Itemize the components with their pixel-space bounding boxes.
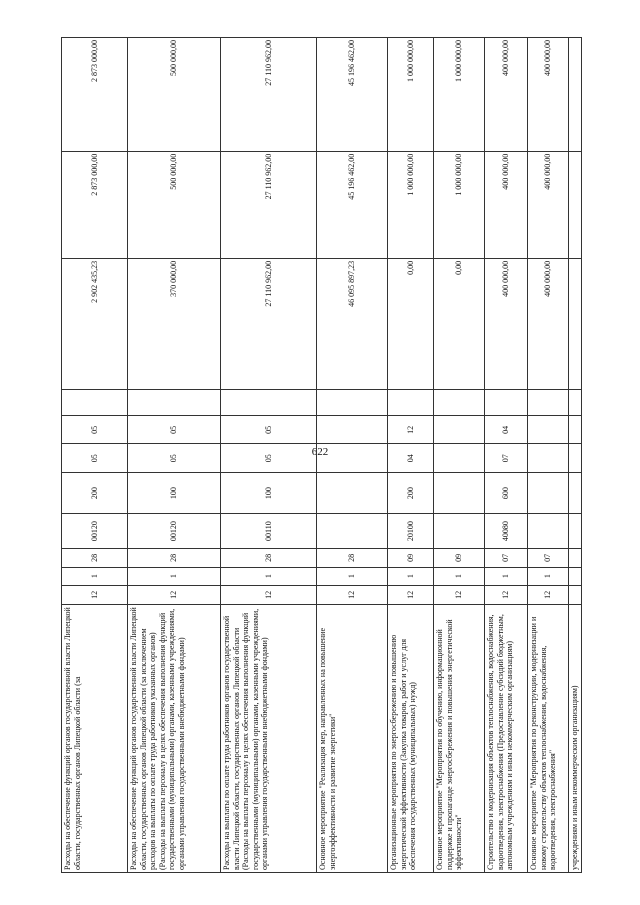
row-code-3: 07 [485,549,528,567]
row-amount-1: 370 000,00 [128,258,221,389]
row-amount-1: 0,00 [388,258,434,389]
row-amount-3: 1 000 000,00 [434,38,485,152]
row-amount-2: 45 196 462,00 [317,151,388,258]
row-code-3: 28 [128,549,221,567]
row-code-8 [569,389,582,416]
row-amount-3 [569,38,582,152]
row-code-1 [569,585,582,604]
row-code-4 [528,513,569,548]
row-description: Основное мероприятие "Мероприятия по реконструкции, модернизации и новому строительству объектов теплоснабжения, водоснабжения, водоотведения, электроснабжения" [528,605,569,873]
row-code-1: 12 [528,585,569,604]
row-amount-2: 27 110 962,00 [221,151,317,258]
row-code-1: 12 [62,585,128,604]
row-description: Основное мероприятие "Мероприятия по обучению, информационной поддержке и пропаганде энергосбережения и повышения энергетической эффективности" [434,605,485,873]
row-code-1: 12 [221,585,317,604]
page-number: 622 [311,446,329,458]
row-code-7 [569,416,582,444]
row-code-2: 1 [434,567,485,585]
row-code-6: 04 [388,444,434,473]
row-code-6 [317,444,388,473]
row-code-5: 200 [62,473,128,514]
row-code-6 [569,444,582,473]
row-code-6: 05 [62,444,128,473]
row-code-3: 09 [434,549,485,567]
row-amount-3: 500 000,00 [128,38,221,152]
row-code-7 [528,416,569,444]
row-description: Основное мероприятие "Реализация мер, направленных на повышение энергоэффективности и развитие энергетики" [317,605,388,873]
row-code-2: 1 [388,567,434,585]
table-row [128,38,221,873]
budget-table [61,37,582,873]
row-code-2: 1 [528,567,569,585]
row-code-5: 600 [485,473,528,514]
row-code-3: 28 [221,549,317,567]
table-row [569,38,582,873]
row-amount-1: 46 095 897,23 [317,258,388,389]
row-code-3: 28 [317,549,388,567]
row-code-7 [317,416,388,444]
row-description: учреждениям и иным некоммерческим организациям) [569,605,582,873]
row-code-5 [317,473,388,514]
row-amount-3: 45 196 462,00 [317,38,388,152]
row-code-7: 05 [221,416,317,444]
row-code-5 [434,473,485,514]
row-code-4: 00120 [62,513,128,548]
row-description: Расходы на обеспечение функций органов государственной власти Липецкой области, государственных органов Липецкой области (за исключением расходов на выплаты по оплате труда работников указанных органов) (Расходы на выплаты персоналу в целях обеспечения выполнения функций государственными (муниципальными) органами, казенными учреждениями, органами управления государственными внебюджетными фондами) [128,605,221,873]
row-amount-3: 2 873 000,00 [62,38,128,152]
row-amount-1: 400 000,00 [528,258,569,389]
row-description: Строительство и модернизация объектов теплоснабжения, водоснабжения, водоотведения, электроснабжения (Предоставление субсидий бюджетным, автономным учреждениям и иным некоммерческим организациям) [485,605,528,873]
row-code-4 [434,513,485,548]
row-amount-2: 2 873 000,00 [62,151,128,258]
row-code-4: 00110 [221,513,317,548]
row-amount-2: 500 000,00 [128,151,221,258]
row-amount-3: 400 000,00 [485,38,528,152]
row-code-8 [62,389,128,416]
row-amount-2: 1 000 000,00 [434,151,485,258]
table-row [388,38,434,873]
row-code-4 [317,513,388,548]
row-description: Организационные мероприятия по энергосбережению и повышению энергетической эффективности (Закупка товаров, работ и услуг для обеспечения государственных (муниципальных) нужд) [388,605,434,873]
row-code-6: 05 [221,444,317,473]
row-amount-1: 0,00 [434,258,485,389]
row-code-7: 05 [128,416,221,444]
row-code-8 [221,389,317,416]
row-code-5 [528,473,569,514]
row-code-4: 40080 [485,513,528,548]
row-description: Расходы на выплаты по оплате труда работников органов государственной власти Липецкой области, государственных органов Липецкой области (Расходы на выплаты персоналу в целях обеспечения выполнения функций государственными (муниципальными) органами, казенными учреждениями, органами управления государственными внебюджетными фондами) [221,605,317,873]
row-code-2: 1 [128,567,221,585]
row-code-7 [434,416,485,444]
row-code-5: 100 [128,473,221,514]
row-code-2: 1 [317,567,388,585]
row-code-5 [569,473,582,514]
table-row [62,38,128,873]
row-amount-1: 27 110 962,00 [221,258,317,389]
row-code-7: 04 [485,416,528,444]
row-amount-1: 400 000,00 [485,258,528,389]
row-code-5: 200 [388,473,434,514]
row-code-1: 12 [485,585,528,604]
row-code-1: 12 [128,585,221,604]
row-amount-2 [569,151,582,258]
row-code-8 [485,389,528,416]
table-row [221,38,317,873]
row-code-8 [388,389,434,416]
row-code-1: 12 [434,585,485,604]
row-code-3: 09 [388,549,434,567]
table-row [434,38,485,873]
table-row [485,38,528,873]
table-row [528,38,569,873]
row-amount-3: 400 000,00 [528,38,569,152]
row-code-6 [528,444,569,473]
row-amount-2: 400 000,00 [485,151,528,258]
row-code-7: 12 [388,416,434,444]
row-code-2 [569,567,582,585]
rotated-table-wrapper [61,37,579,873]
row-code-2: 1 [62,567,128,585]
row-amount-2: 1 000 000,00 [388,151,434,258]
row-code-2: 1 [221,567,317,585]
row-amount-3: 1 000 000,00 [388,38,434,152]
row-code-3: 28 [62,549,128,567]
row-description: Расходы на обеспечение функций органов государственной власти Липецкой области, государственных органов Липецкой области (за [62,605,128,873]
row-amount-1: 2 902 435,23 [62,258,128,389]
row-code-1: 12 [388,585,434,604]
row-code-6 [434,444,485,473]
row-code-8 [128,389,221,416]
row-code-8 [528,389,569,416]
row-code-1: 12 [317,585,388,604]
row-amount-3: 27 110 962,00 [221,38,317,152]
budget-table-area [61,37,579,873]
row-code-7: 05 [62,416,128,444]
row-code-5: 100 [221,473,317,514]
row-code-3: 07 [528,549,569,567]
row-code-2: 1 [485,567,528,585]
row-amount-1 [569,258,582,389]
row-code-4: 20100 [388,513,434,548]
row-code-4: 00120 [128,513,221,548]
row-code-3 [569,549,582,567]
row-amount-2: 400 000,00 [528,151,569,258]
row-code-8 [317,389,388,416]
row-code-6: 07 [485,444,528,473]
row-code-4 [569,513,582,548]
row-code-6: 05 [128,444,221,473]
table-row [317,38,388,873]
row-code-8 [434,389,485,416]
